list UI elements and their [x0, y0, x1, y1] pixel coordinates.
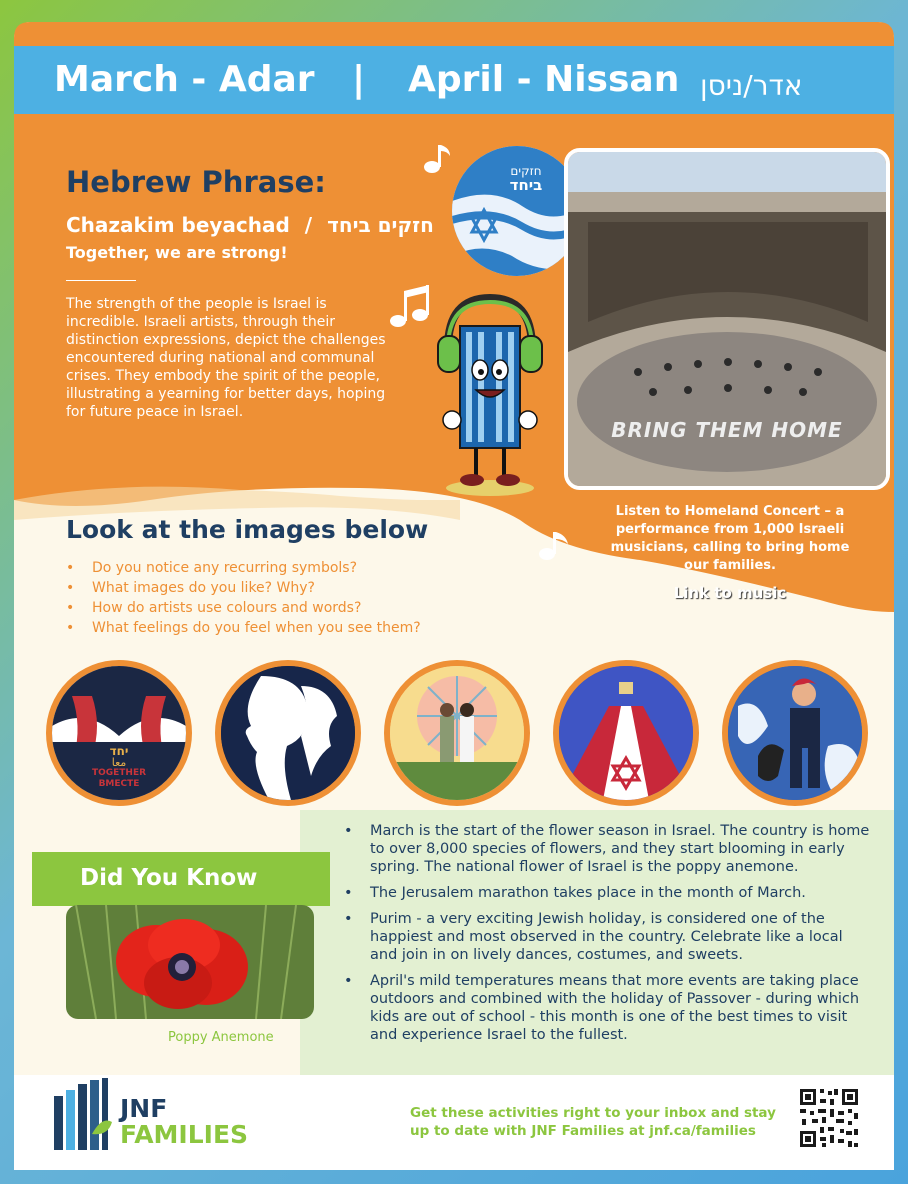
header-month-left: March - Adar — [54, 59, 315, 100]
phrase-hebrew: חזקים ביחד — [327, 213, 434, 237]
question-list — [66, 558, 421, 638]
poppy-caption: Poppy Anemone — [168, 1030, 274, 1045]
link-to-music[interactable]: Link to music — [673, 584, 787, 602]
artwork-path-image — [559, 666, 693, 800]
header-month-right: April - Nissan — [408, 59, 680, 100]
fact-item: • Purim - a very exciting Jewish holiday, is considered one of the happiest and most observed in the country. Celebrate like a local and join in on lively dances, costumes, and sweets. — [344, 910, 874, 964]
logo-text-families: FAMILIES — [120, 1120, 249, 1149]
artwork-text-russian: ВМЕСТЕ — [98, 779, 140, 789]
badge-text-line1: חזקים — [510, 164, 542, 178]
artwork-text-hebrew: יחד — [109, 744, 129, 758]
jnf-families-logo — [52, 1072, 252, 1152]
artwork-soldier — [722, 660, 868, 806]
question-item: • What images do you like? Why? — [66, 578, 421, 598]
question-item: • Do you notice any recurring symbols? — [66, 558, 421, 578]
poppy-anemone-photo — [66, 905, 314, 1019]
together-badge — [452, 146, 582, 276]
fact-item: • The Jerusalem marathon takes place in the month of March. — [344, 884, 874, 902]
fact-item: • March is the start of the flower season in Israel. The country is home to over 8,000 species of flowers, and they start blooming in early spring. The national flower of Israel is the poppy anemone. — [344, 822, 874, 876]
footer-text: Get these activities right to your inbox and stay up to date with JNF Families at jnf.ca/families — [410, 1105, 776, 1139]
poppy-anemone-image — [66, 905, 314, 1019]
artwork-couple-stamp — [384, 660, 530, 806]
music-note-icon — [420, 140, 456, 176]
header-separator: | — [352, 59, 366, 100]
fact-item: • April's mild temperatures means that more events are taking place outdoors and combined with the holiday of Passover - during which kids are out of school - this month is one of the best times to visit and experience Israel to the fullest. — [344, 972, 874, 1044]
look-title: Look at the images below — [66, 515, 429, 544]
jnf-logo-bars-icon — [52, 1076, 122, 1150]
badge-text — [496, 164, 556, 192]
divider — [66, 280, 136, 281]
artwork-text-english: TOGETHER — [91, 768, 147, 778]
badge-text-line2: ביחד — [509, 176, 543, 194]
logo-text-jnf: JNF — [120, 1094, 168, 1123]
double-music-note-icon — [388, 283, 432, 331]
qr-code-icon[interactable] — [798, 1087, 860, 1149]
phrase-title: Hebrew Phrase: — [66, 165, 326, 199]
phrase-body: The strength of the people is Israel is incredible. Israeli artists, through their distinction expressions, depict the challenges encountered during national and communal crises. They embody the spirit of the people, illustrating a yearning for better days, hoping for future peace in Israel. — [66, 296, 386, 420]
did-you-know-title: Did You Know — [80, 865, 258, 891]
artwork-couple-image — [390, 666, 524, 800]
header-hebrew: אדר/ניסן — [700, 69, 803, 102]
concert-photo-text: BRING THEM HOME — [611, 418, 843, 442]
question-item: • How do artists use colours and words? — [66, 598, 421, 618]
question-item: • What feelings do you feel when you see them? — [66, 618, 421, 638]
concert-caption: Listen to Homeland Concert – a performance from 1,000 Israeli musicians, calling to bring home our families. — [610, 504, 850, 573]
music-note-icon-2 — [536, 528, 576, 562]
concert-photo — [564, 148, 890, 490]
artwork-text-arabic: معا — [111, 756, 127, 769]
facts-list — [344, 822, 874, 1052]
phrase-line — [66, 213, 434, 237]
phrase-transliteration: Chazakim beyachad — [66, 213, 290, 237]
phrase-slash: / — [304, 213, 313, 237]
artwork-path — [553, 660, 699, 806]
phrase-translation: Together, we are strong! — [66, 243, 288, 262]
mascot-illustration — [430, 288, 550, 500]
artwork-soldier-image — [728, 666, 862, 800]
